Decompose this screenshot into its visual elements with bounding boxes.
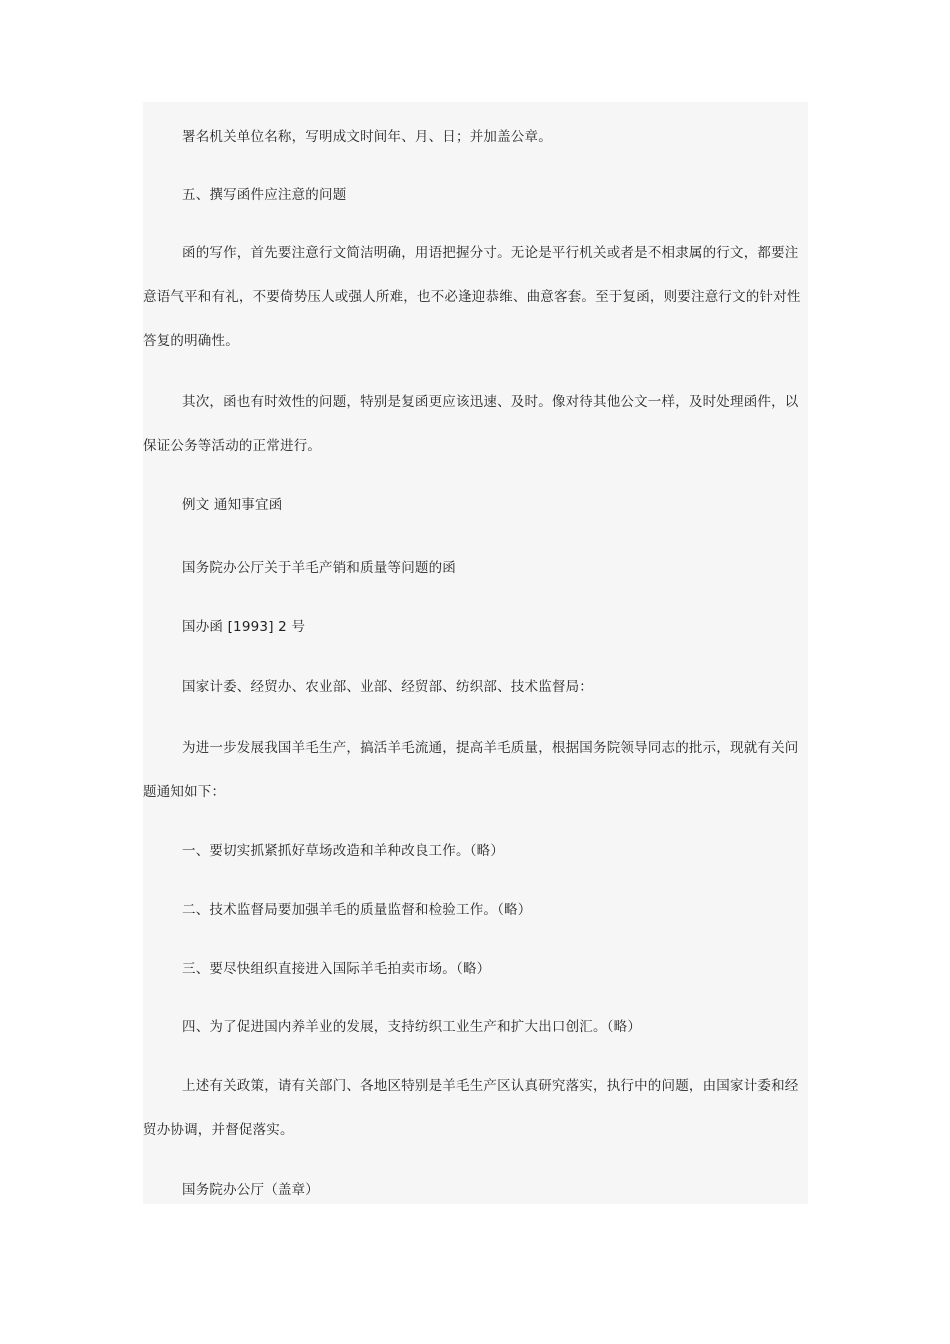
paragraph-implementation: 上述有关政策，请有关部门、各地区特别是羊毛生产区认真研究落实，执行中的问题，由国家计委和经贸办协调，并督促落实。 [143,1078,799,1138]
recipients: 国家计委、经贸办、农业部、业部、经贸部、纺织部、技术监督局： [182,679,593,695]
paragraph-timeliness: 其次，函也有时效性的问题，特别是复函更应该迅速、及时。像对待其他公文一样，及时处理函件，以保证公务等活动的正常进行。 [143,394,799,454]
list-item: 四、为了促进国内养羊业的发展，支持纺织工业生产和扩大出口创汇。（略） [182,1019,642,1035]
letter-title: 国务院办公厅关于羊毛产销和质量等问题的函 [182,560,456,576]
list-item: 二、技术监督局要加强羊毛的质量监督和检验工作。（略） [182,902,532,918]
issuer-signature: 国务院办公厅（盖章） [182,1182,319,1198]
document-number: 国办函 [1993] 2 号 [182,619,306,635]
section-heading: 五、撰写函件应注意的问题 [182,187,347,203]
list-item: 三、要尽快组织直接进入国际羊毛拍卖市场。（略） [182,961,491,977]
list-item: 一、要切实抓紧抓好草场改造和羊种改良工作。（略） [182,843,505,859]
paragraph-signature-note: 署名机关单位名称，写明成文时间年、月、日；并加盖公章。 [182,129,552,145]
paragraph-writing-rules: 函的写作，首先要注意行文简洁明确，用语把握分寸。无论是平行机关或者是不相隶属的行文，都要注意语气平和有礼，不要倚势压人或强人所难，也不必逢迎恭维、曲意客套。至于复函，则要注意行文的针对性答复的明确性。 [143,245,801,349]
paragraph-introduction: 为进一步发展我国羊毛生产，搞活羊毛流通，提高羊毛质量，根据国务院领导同志的批示，现就有关问题通知如下： [143,740,799,800]
example-label: 例文 通知事宜函 [182,497,283,513]
